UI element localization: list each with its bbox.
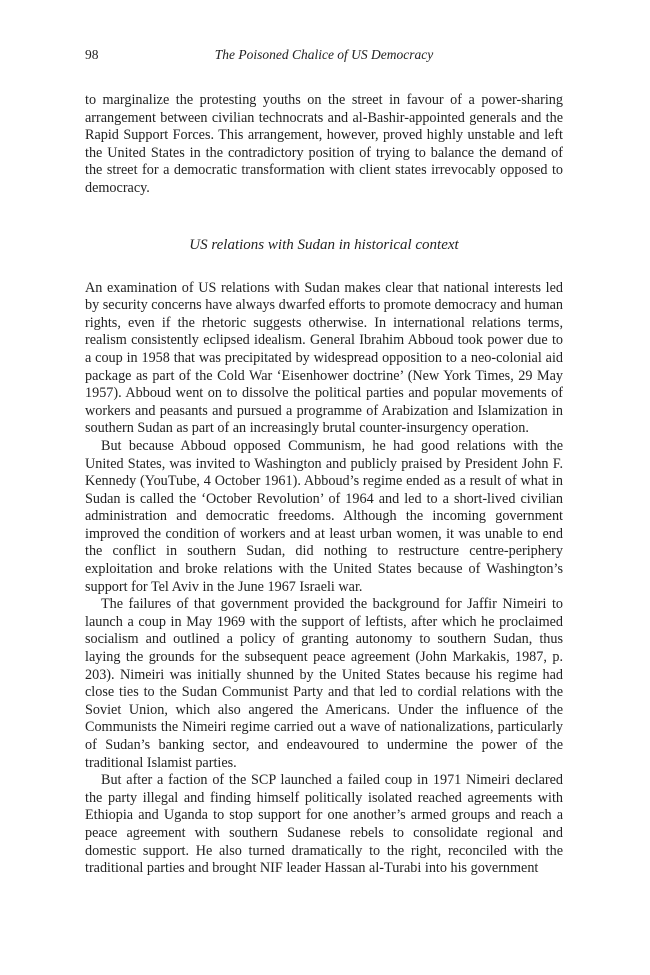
running-head	[85, 46, 563, 64]
paragraph: But because Abboud opposed Communism, he had good relations with the United States, was invited to Washington and publicly praised by President John F. Kennedy (YouTube, 4 October 1961). Abboud’s regime ended as a result of what in Sudan is called the ‘October Revolution’ of 1964 and led to a short-lived civilian administration and democratic freedoms. Although the incoming government improved the condition of workers and at least urban women, it was unable to end the conflict in southern Sudan, did nothing to restructure centre-periphery exploitation and broke relations with the United States because of Washington’s support for Tel Aviv in the June 1967 Israeli war.	[85, 437, 563, 595]
paragraph: The failures of that government provided the background for Jaffir Nimeiri to launch a coup in May 1969 with the support of leftists, after which he proclaimed socialism and outlined a policy of granting autonomy to southern Sudan, thus laying the grounds for the subsequent peace agreement (John Markakis, 1987, p. 203). Nimeiri was initially shunned by the United States because his regime had close ties to the Sudan Communist Party and that led to cordial relations with the Soviet Union, which also angered the Americans. Under the influence of the Communists the Nimeiri regime carried out a wave of nationalizations, particularly of Sudan’s banking sector, and endeavoured to undermine the power of the traditional Islamist parties.	[85, 596, 563, 771]
body-text	[85, 92, 563, 878]
section-heading: US relations with Sudan in historical context	[189, 236, 459, 253]
paragraph: But after a faction of the SCP launched a failed coup in 1971 Nimeiri declared the party illegal and finding himself politically isolated reached agreements with Ethiopia and Uganda to stop support for one another’s armed groups and reach a peace agreement with southern Sudanese rebels to consolidate regional and domestic support. He also turned dramatically to the right, reconciled with the traditional parties and brought NIF leader Hassan al-Turabi into his government	[85, 772, 563, 877]
running-title: The Poisoned Chalice of US Democracy	[214, 47, 434, 62]
paragraph: to marginalize the protesting youths on the street in favour of a power-sharing arrangement between civilian technocrats and al-Bashir-appointed generals and the Rapid Support Forces. This arrangement, however, proved highly unstable and left the United States in the contradictory position of trying to balance the demand of the street for a democratic transformation with client states irrevocably opposed to democracy.	[85, 92, 563, 196]
paragraph: An examination of US relations with Sudan makes clear that national interests led by security concerns have always dwarfed efforts to promote democracy and human rights, even if the rhetoric suggests otherwise. In international relations terms, realism consistently eclipsed idealism. General Ibrahim Abboud took power due to a coup in 1958 that was precipitated by widespread opposition to a neo-colonial aid package as part of the Cold War ‘Eisenhower doctrine’ (New York Times, 29 May 1957). Abboud went on to dissolve the political parties and popular movements of workers and peasants and pursued a programme of Arabization and Islamization in southern Sudan as part of an increasingly brutal counter-insurgency operation.	[85, 279, 563, 437]
page-number: 98	[85, 47, 99, 62]
